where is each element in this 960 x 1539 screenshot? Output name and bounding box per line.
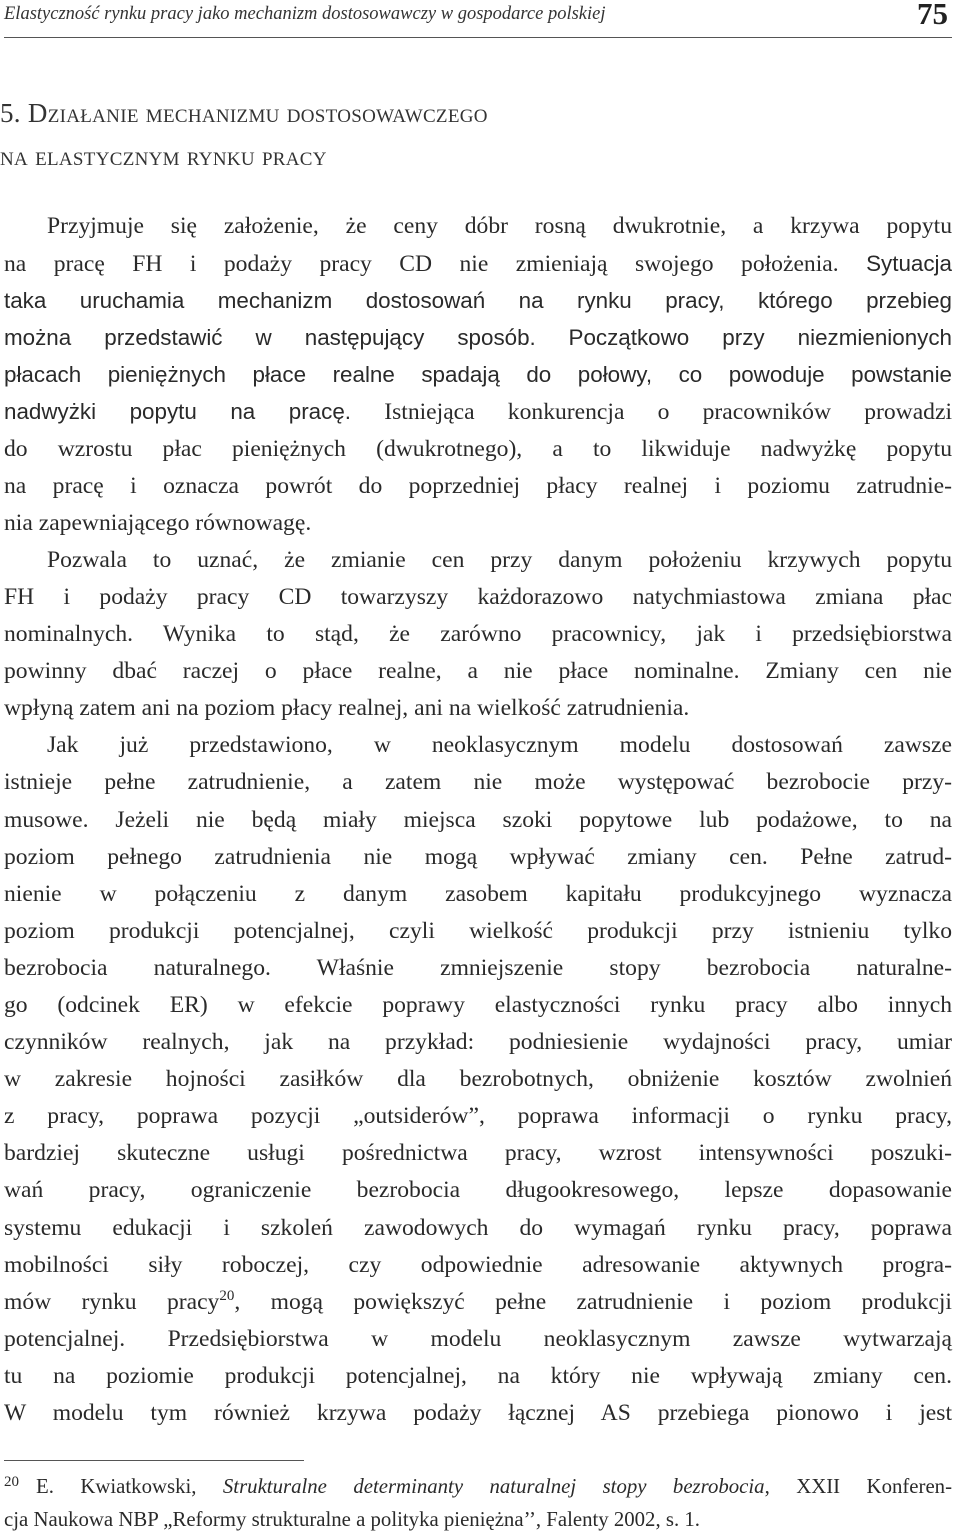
text-line: FH i podaży pracy CD towarzyszy każdorazowo natychmiastowa zmiana płac — [4, 583, 952, 610]
text-line: systemu edukacji i szkoleń zawodowych do wymagań rynku pracy, poprawa — [4, 1214, 952, 1241]
text-line: na pracę i oznacza powrót do poprzedniej płacy realnej i poziomu zatrudnie- — [4, 472, 952, 499]
header-rule — [4, 37, 952, 38]
text-line: potencjalnej. Przedsiębiorstwa w modelu neoklasycznym zawsze wytwarzają — [4, 1325, 952, 1352]
section-heading-line: 5. Działanie mechanizmu dostosowawczego — [0, 98, 488, 128]
text-line: nadwyżki popytu na pracę. Istniejąca konkurencja o pracowników prowadzi — [4, 399, 952, 426]
text-line: bezrobocia naturalnego. Właśnie zmniejszenie stopy bezrobocia naturalne- — [4, 954, 952, 981]
footnote-title: Strukturalne determinanty naturalnej stopy bezrobocia — [222, 1475, 765, 1498]
text-line: musowe. Jeżeli nie będą miały miejsca szoki popytowe lub podażowe, to na — [4, 806, 952, 833]
text-line: z pracy, poprawa pozycji „outsiderów”, poprawa informacji o rynku pracy, — [4, 1103, 952, 1130]
body-text — [4, 208, 952, 1432]
text-line: go (odcinek ER) w efekcie poprawy elastyczności rynku pracy albo innych — [4, 991, 952, 1018]
section-heading — [0, 92, 930, 178]
text-line: mobilności siły roboczej, czy odpowiednie adresowanie aktywnych progra- — [4, 1251, 952, 1278]
text-line: nia zapewniającego równowagę. — [4, 509, 312, 536]
text-line: do wzrostu płac pieniężnych (dwukrotnego), a to likwiduje nadwyżkę popytu — [4, 435, 952, 462]
text-line: płacach pieniężnych płace realne spadają do połowy, co powoduje powstanie — [4, 362, 952, 388]
text-line: wpłyną zatem ani na poziom płacy realnej, ani na wielkość zatrudnienia. — [4, 695, 690, 722]
text-line: powinny dbać raczej o płace realne, a nie płace nominalne. Zmiany cen nie — [4, 658, 952, 685]
footnote-number: 20 — [4, 1474, 19, 1490]
text-line: nienie w połączeniu z danym zasobem kapitału produkcyjnego wyznacza — [4, 880, 952, 907]
text-line: mów rynku pracy$^{20}$, mogą powiększyć pełne zatrudnienie i poziom produkcji — [4, 1287, 952, 1315]
text-line: bardziej skuteczne usługi pośrednictwa pracy, wzrost intensywności poszuki- — [4, 1140, 952, 1167]
text-line: W modelu tym również krzywa podaży łącznej AS przebiega pionowo i jest — [4, 1400, 952, 1426]
section-heading-line: na elastycznym rynku pracy — [0, 141, 327, 171]
text-line: poziom pełnego zatrudnienia nie mogą wpływać zmiany cen. Pełne zatrud- — [4, 843, 952, 870]
text-line: na pracę FH i podaży pracy CD nie zmieniają swojego położenia. Sytuacja — [4, 251, 952, 278]
footnote-line: E. Kwiatkowski, Strukturalne determinanty naturalnej stopy bezrobocia, XXII Konferen- — [36, 1475, 952, 1498]
footnote-marker: 20 — [219, 1287, 235, 1304]
text-line: poziom produkcji potencjalnej, czyli wielkość produkcji przy istnieniu tylko — [4, 917, 952, 944]
text-line: Pozwala to uznać, że zmianie cen przy danym położeniu krzywych popytu — [47, 546, 952, 573]
text-line: istnieje pełne zatrudnienie, a zatem nie może występować bezrobocie przy- — [4, 769, 952, 796]
text-line: nominalnych. Wynika to stąd, że zarówno pracownicy, jak i przedsiębiorstwa — [4, 621, 952, 648]
page-number: 75 — [917, 0, 948, 31]
running-title: Elastyczność rynku pracy jako mechanizm dostosowawczy w gospodarce polskiej — [4, 4, 606, 24]
text-line: wań pracy, ograniczenie bezrobocia długookresowego, lepsze dopasowanie — [4, 1177, 952, 1204]
footnote — [4, 1470, 952, 1536]
text-line: czynników realnych, jak na przykład: podniesienie wydajności pracy, umiar — [4, 1029, 952, 1056]
footnote-line: cja Naukowa NBP „Reformy strukturalne a polityka pieniężna’’, Falenty 2002, s. 1. — [4, 1508, 700, 1531]
text-line: tu na poziomie produkcji potencjalnej, na który nie wpływają zmiany cen. — [4, 1362, 952, 1389]
text-line: w zakresie hojności zasiłków dla bezrobotnych, obniżenie kosztów zwolnień — [4, 1066, 952, 1093]
text-line: Jak już przedstawiono, w neoklasycznym modelu dostosowań zawsze — [47, 732, 952, 759]
text-line: można przedstawić w następujący sposób. Początkowo przy niezmienionych — [4, 325, 952, 351]
text-line: taka uruchamia mechanizm dostosowań na rynku pracy, którego przebieg — [4, 288, 952, 314]
running-header — [4, 0, 952, 38]
footnote-rule — [4, 1460, 304, 1461]
text-line: Przyjmuje się założenie, że ceny dóbr rosną dwukrotnie, a krzywa popytu — [47, 213, 952, 239]
